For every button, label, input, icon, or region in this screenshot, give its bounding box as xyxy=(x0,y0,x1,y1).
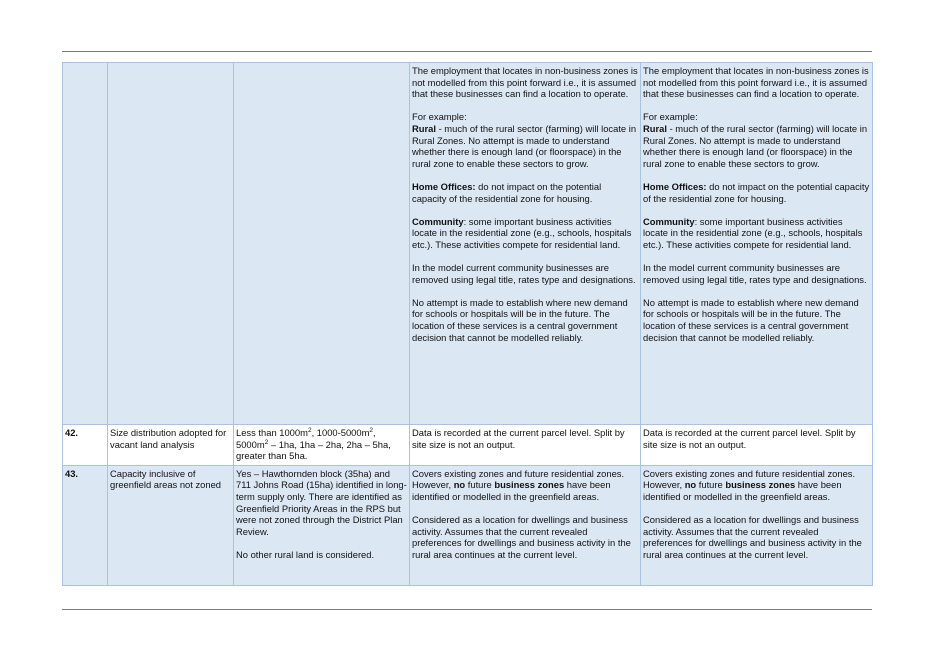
row-number: 42. xyxy=(63,425,108,466)
bold-label: Rural xyxy=(412,122,436,134)
footer-rule xyxy=(62,609,872,610)
paragraph: Yes – Hawthornden block (35ha) and 711 Johns Road (15ha) identified in long-term supply only. There are identified as Greenfield Priority Areas in the RPS but were not zoned through the District Plan Review. xyxy=(236,467,407,537)
bold-label: Rural xyxy=(643,122,667,134)
paragraph: No attempt is made to establish where new demand for schools or hospitals will be in the future. The location of these services is a central government decision that cannot be modelled reliably. xyxy=(643,296,859,343)
paragraph: No attempt is made to establish where new demand for schools or hospitals will be in the future. The location of these services is a central government decision that cannot be modelled reliably. xyxy=(412,296,628,343)
table-row-42 xyxy=(63,425,873,466)
paragraph-rural: Rural - much of the rural sector (farming) will locate in Rural Zones. No attempt is made to understand whether there is enough land (or floorspace) in the rural zone to enable these sectors to grow. xyxy=(412,122,637,169)
paragraph-home-offices: Home Offices: do not impact on the potential capacity of the residential zone for housing. xyxy=(412,180,602,204)
paragraph: Covers existing zones and future residential zones. However, no future business zones have been identified or modelled in the greenfield areas. xyxy=(643,467,856,502)
row-approach xyxy=(234,465,410,585)
row-comment-a xyxy=(410,465,641,585)
cell-approach xyxy=(234,63,410,425)
row-comment-b xyxy=(641,465,873,585)
paragraph: The employment that locates in non-business zones is not modelled from this point forward i.e., it is assumed that these businesses can find a location to operate. xyxy=(643,65,869,100)
table-row-43 xyxy=(63,465,873,585)
paragraph-home-offices: Home Offices: do not impact on the potential capacity of the residential zone for housing. xyxy=(643,180,870,204)
paragraph: In the model current community businesses are removed using legal title, rates type and designations. xyxy=(643,262,867,285)
paragraph-rural: Rural - much of the rural sector (farming) will locate in Rural Zones. No attempt is made to understand whether there is enough land (or floorspace) in the rural zone to enable these sectors to grow. xyxy=(643,122,868,169)
table-row-continuation xyxy=(63,63,873,425)
paragraph: In the model current community businesses are removed using legal title, rates type and designations. xyxy=(412,262,636,285)
cell-number xyxy=(63,63,108,425)
paragraph: Considered as a location for dwellings and business activity. Assumes that the current revealed preferences for dwellings and business activity in the rural area continues at the current level. xyxy=(412,514,631,560)
paragraph: No other rural land is considered. xyxy=(236,548,375,560)
cell-comment-b xyxy=(641,63,873,425)
bold-label: Home Offices: xyxy=(643,180,707,192)
bold-label: Home Offices: xyxy=(412,180,476,192)
paragraph: For example: xyxy=(412,111,467,123)
cell-item xyxy=(108,63,234,425)
assessment-table xyxy=(62,62,873,586)
header-rule xyxy=(62,51,872,52)
paragraph-community: Community: some important business activities locate in the residential zone (e.g., schools, hospitals etc.). These activities compete for residential land. xyxy=(412,215,632,250)
paragraph: The employment that locates in non-business zones is not modelled from this point forward i.e., it is assumed that these businesses can find a location to operate. xyxy=(412,65,638,100)
row-number: 43. xyxy=(63,465,108,585)
row-item: Capacity inclusive of greenfield areas not zoned xyxy=(108,465,234,585)
cell-comment-a xyxy=(410,63,641,425)
bold-label: Community xyxy=(412,215,464,227)
bold-label: Community xyxy=(643,215,695,227)
row-item: Size distribution adopted for vacant land analysis xyxy=(108,425,234,466)
row-approach: Less than $1000m^2$, $1000-5000m^2$, $5000m^2 - 1ha$, 1ha – 2ha, 2ha – 5ha, greater than 5ha. xyxy=(234,425,410,466)
paragraph-community: Community: some important business activities locate in the residential zone (e.g., schools, hospitals etc.). These activities compete for residential land. xyxy=(643,215,863,250)
paragraph: For example: xyxy=(643,111,698,123)
row-comment-a: Data is recorded at the current parcel level. Split by site size is not an output. xyxy=(410,425,641,466)
row-comment-b: Data is recorded at the current parcel level. Split by site size is not an output. xyxy=(641,425,873,466)
paragraph: Considered as a location for dwellings and business activity. Assumes that the current revealed preferences for dwellings and business activity in the rural area continues at the current level. xyxy=(643,514,862,560)
paragraph: Covers existing zones and future residential zones. However, no future business zones have been identified or modelled in the greenfield areas. xyxy=(412,467,625,502)
